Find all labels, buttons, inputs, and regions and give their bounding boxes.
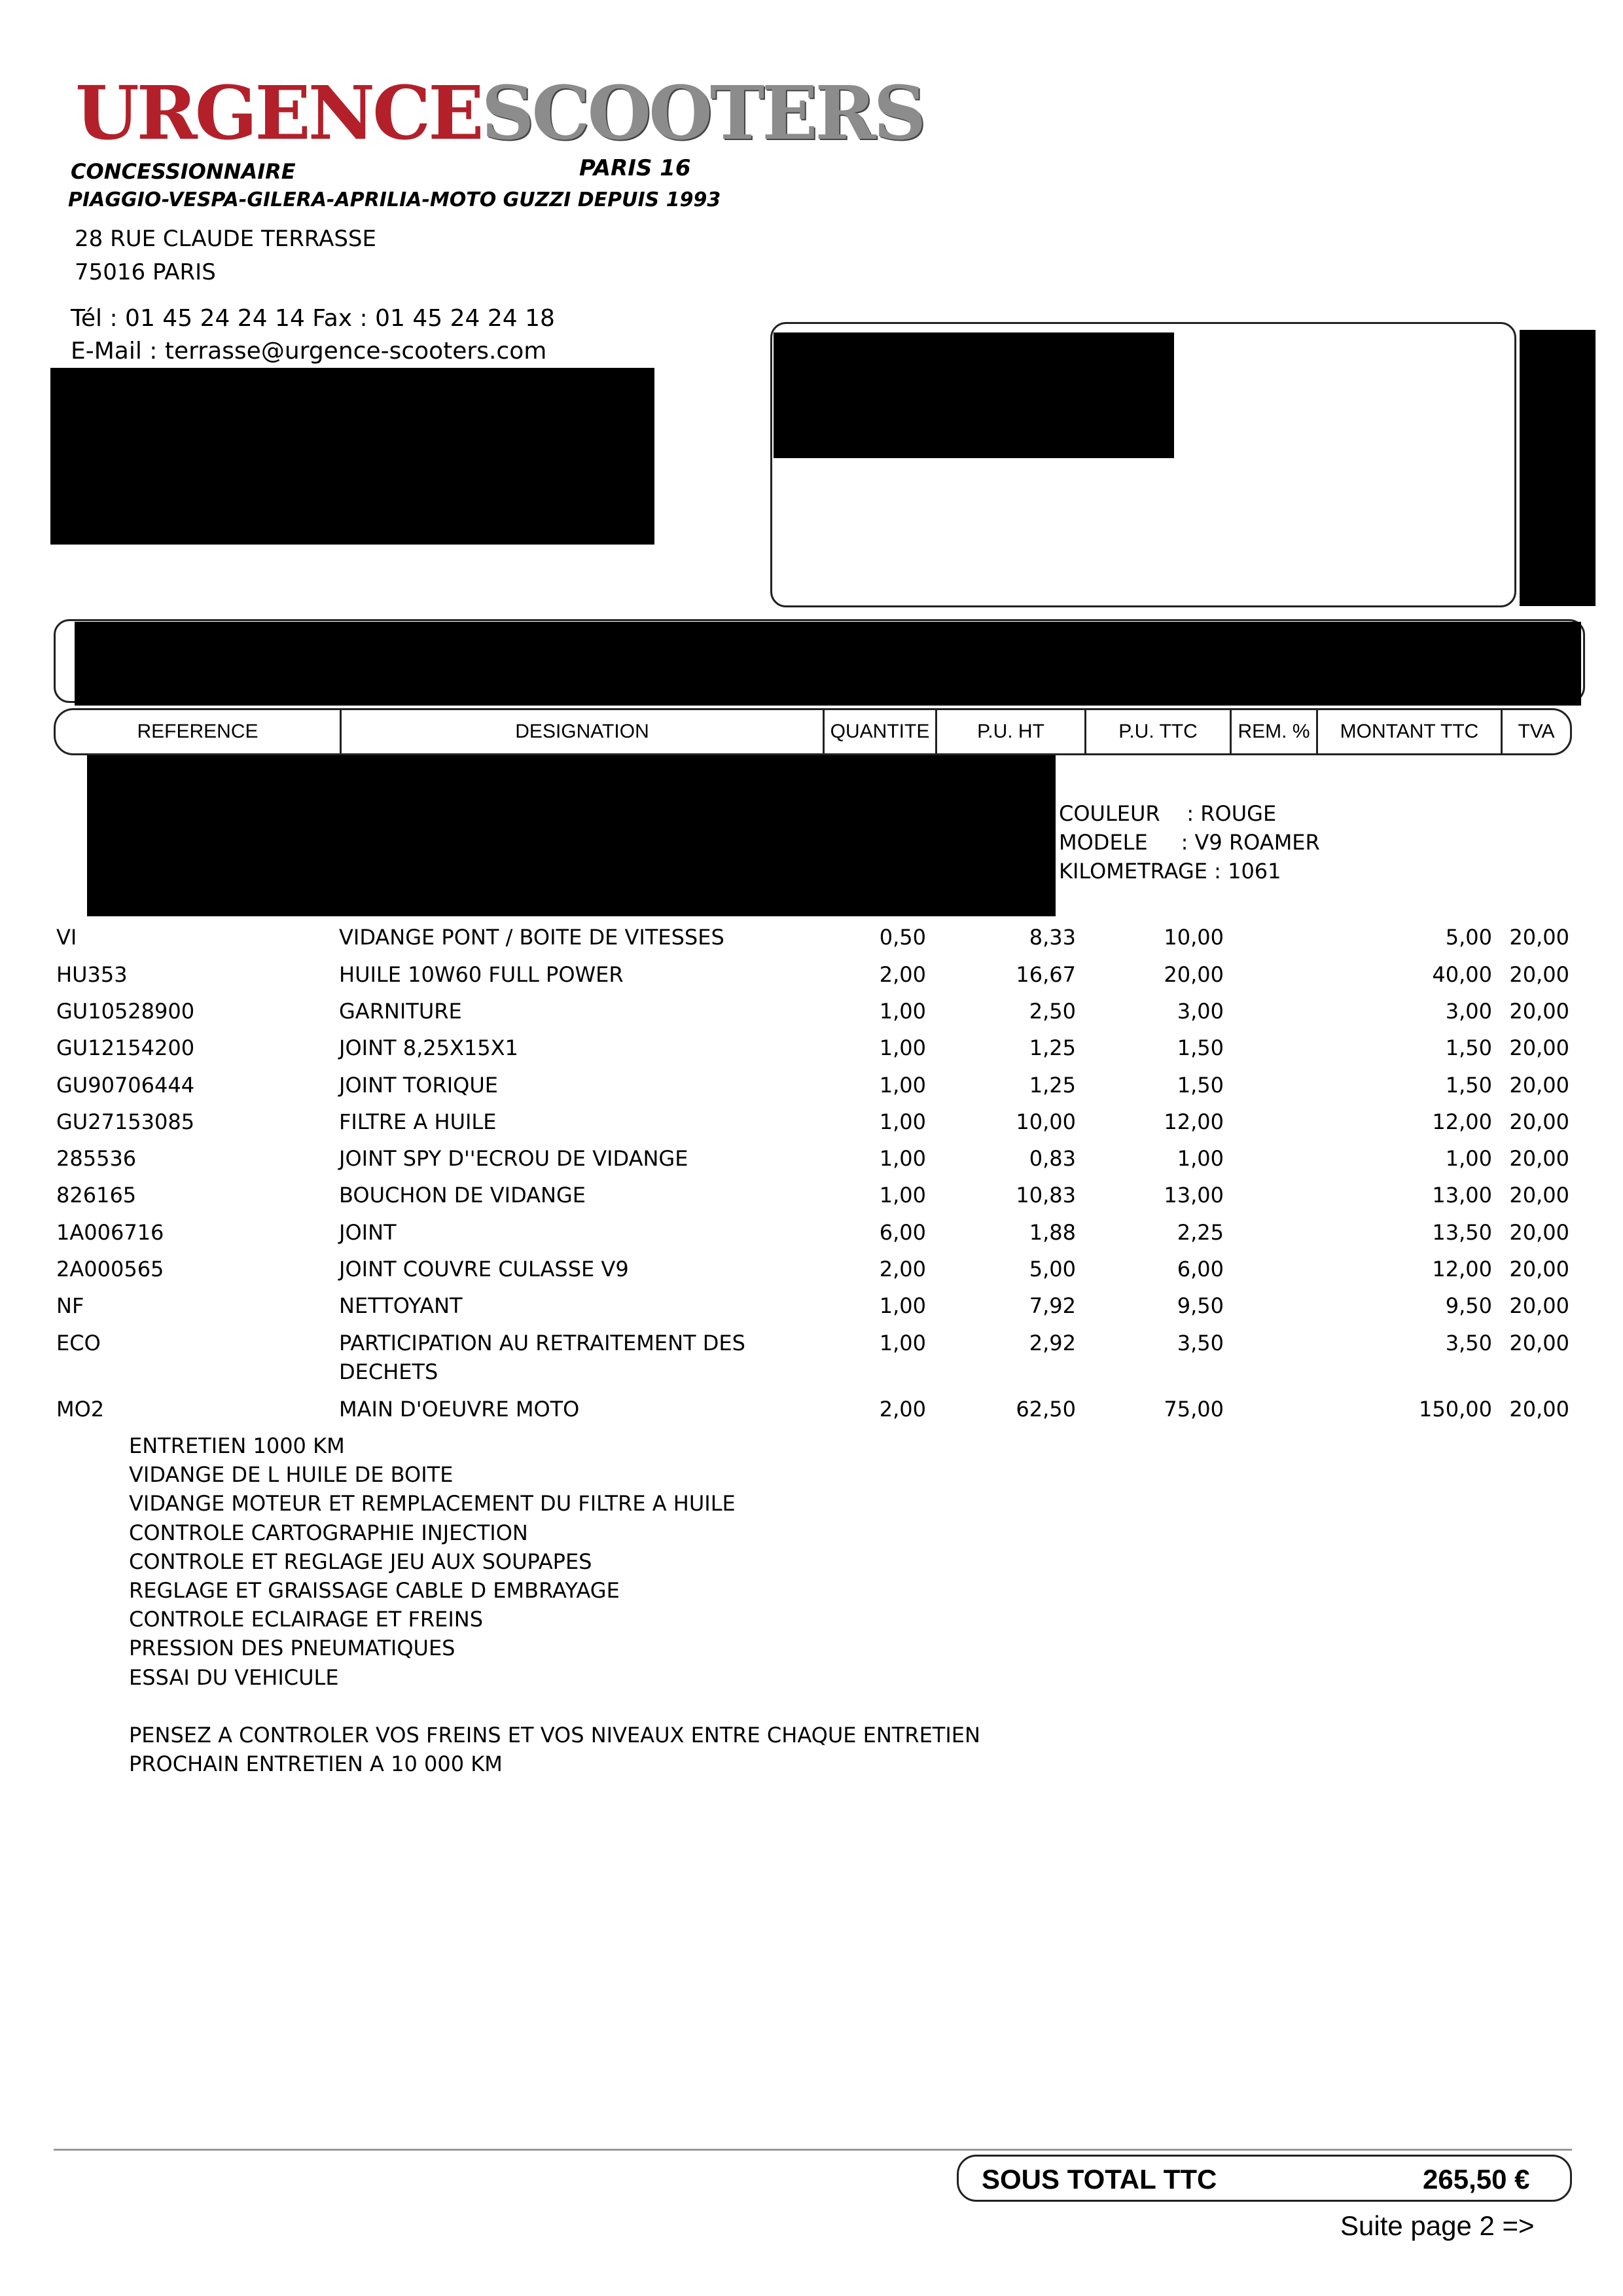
note-line: VIDANGE DE L HUILE DE BOITE: [129, 1462, 454, 1488]
cell-tva: 20,00: [1509, 1035, 1569, 1060]
cell-montant-ttc: 12,00: [1432, 1257, 1492, 1282]
cell-montant-ttc: 13,50: [1432, 1220, 1492, 1245]
cell-reference: 826165: [56, 1183, 137, 1208]
cell-pu-ttc: 9,50: [1177, 1293, 1224, 1318]
cell-tva: 20,00: [1509, 999, 1569, 1024]
cell-quantite: 1,00: [879, 1109, 926, 1134]
cell-tva: 20,00: [1509, 962, 1569, 987]
vehicle-mileage: KILOMETRAGE : 1061: [1059, 859, 1281, 884]
cell-quantite: 1,00: [879, 1073, 926, 1098]
note-line: ESSAI DU VEHICULE: [129, 1664, 339, 1690]
subtotal-label: SOUS TOTAL TTC: [982, 2164, 1217, 2195]
table-row: [0, 1183, 1623, 1219]
header-pu-ttc: P.U. TTC: [1086, 710, 1232, 753]
cell-pu-ht: 16,67: [1016, 962, 1076, 987]
vehicle-color: COULEUR : ROUGE: [1059, 801, 1277, 826]
cell-reference: NF: [56, 1293, 84, 1318]
cell-pu-ht: 62,50: [1016, 1397, 1076, 1422]
cell-quantite: 1,00: [879, 999, 926, 1024]
header-quantite: QUANTITE: [825, 710, 937, 753]
cell-pu-ht: 1,25: [1029, 1073, 1076, 1098]
cell-pu-ttc: 20,00: [1164, 962, 1224, 987]
cell-quantite: 1,00: [879, 1293, 926, 1318]
table-row: [0, 962, 1623, 999]
tagline: CONCESSIONNAIRE: [71, 159, 296, 184]
table-row: [0, 925, 1623, 961]
table-row: [0, 1220, 1623, 1257]
cell-pu-ht: 1,88: [1029, 1220, 1076, 1245]
cell-designation-continued: DECHETS: [339, 1359, 438, 1384]
subtotal-value: 265,50 €: [1423, 2164, 1530, 2195]
table-row: [0, 1109, 1623, 1146]
vehicle-model: MODELE : V9 ROAMER: [1059, 830, 1320, 855]
cell-tva: 20,00: [1509, 1397, 1569, 1422]
cell-reference: ECO: [56, 1331, 101, 1355]
next-page-note: Suite page 2 =>: [1340, 2210, 1535, 2241]
cell-tva: 20,00: [1509, 925, 1569, 950]
cell-quantite: 1,00: [879, 1146, 926, 1171]
header-designation: DESIGNATION: [342, 710, 825, 753]
cell-montant-ttc: 9,50: [1445, 1293, 1492, 1318]
cell-pu-ht: 10,83: [1016, 1183, 1076, 1208]
note-line: PROCHAIN ENTRETIEN A 10 000 KM: [129, 1751, 503, 1777]
cell-pu-ht: 10,00: [1016, 1109, 1076, 1134]
company-logo: [75, 71, 924, 156]
cell-pu-ht: 7,92: [1029, 1293, 1076, 1318]
note-line: PENSEZ A CONTROLER VOS FREINS ET VOS NIVEAUX ENTRE CHAQUE ENTRETIEN: [129, 1723, 980, 1748]
cell-reference: 285536: [56, 1146, 137, 1171]
cell-designation: MAIN D'OEUVRE MOTO: [339, 1397, 580, 1422]
table-row: [0, 999, 1623, 1035]
cell-montant-ttc: 1,00: [1445, 1146, 1492, 1171]
cell-pu-ttc: 1,50: [1177, 1073, 1224, 1098]
cell-pu-ht: 1,25: [1029, 1035, 1076, 1060]
cell-pu-ht: 0,83: [1029, 1146, 1076, 1171]
redacted-block: [75, 622, 1581, 706]
logo-part2: SCOOTERS: [481, 71, 924, 156]
cell-quantite: 6,00: [879, 1220, 926, 1245]
cell-pu-ttc: 2,25: [1177, 1220, 1224, 1245]
table-row: [0, 1035, 1623, 1072]
redacted-block: [50, 368, 654, 545]
cell-montant-ttc: 13,00: [1432, 1183, 1492, 1208]
cell-pu-ttc: 1,00: [1177, 1146, 1224, 1171]
logo-part1: URGENCE: [75, 71, 482, 156]
cell-montant-ttc: 3,50: [1445, 1331, 1492, 1355]
email: E-Mail : terrasse@urgence-scooters.com: [71, 338, 547, 365]
header-montant-ttc: MONTANT TTC: [1318, 710, 1503, 753]
cell-designation: GARNITURE: [339, 999, 462, 1024]
table-row: [0, 1257, 1623, 1293]
cell-montant-ttc: 40,00: [1432, 962, 1492, 987]
cell-reference: GU27153085: [56, 1109, 195, 1134]
table-row: [0, 1146, 1623, 1183]
cell-designation: BOUCHON DE VIDANGE: [339, 1183, 586, 1208]
address-line2: 75016 PARIS: [75, 259, 216, 285]
cell-reference: GU12154200: [56, 1035, 195, 1060]
cell-designation: HUILE 10W60 FULL POWER: [339, 962, 624, 987]
cell-montant-ttc: 3,00: [1445, 999, 1492, 1024]
cell-quantite: 1,00: [879, 1035, 926, 1060]
cell-pu-ht: 2,50: [1029, 999, 1076, 1024]
cell-reference: VI: [56, 925, 77, 950]
cell-pu-ht: 5,00: [1029, 1257, 1076, 1282]
cell-quantite: 1,00: [879, 1183, 926, 1208]
cell-designation: FILTRE A HUILE: [339, 1109, 497, 1134]
address-line1: 28 RUE CLAUDE TERRASSE: [75, 226, 376, 252]
cell-quantite: 1,00: [879, 1331, 926, 1355]
note-line: VIDANGE MOTEUR ET REMPLACEMENT DU FILTRE A HUILE: [129, 1491, 736, 1516]
cell-pu-ht: 2,92: [1029, 1331, 1076, 1355]
cell-montant-ttc: 1,50: [1445, 1035, 1492, 1060]
table-row: [0, 1073, 1623, 1109]
cell-pu-ttc: 75,00: [1164, 1397, 1224, 1422]
header-pu-ht: P.U. HT: [937, 710, 1086, 753]
cell-tva: 20,00: [1509, 1109, 1569, 1134]
cell-tva: 20,00: [1509, 1183, 1569, 1208]
cell-tva: 20,00: [1509, 1146, 1569, 1171]
cell-quantite: 0,50: [879, 925, 926, 950]
cell-pu-ttc: 3,00: [1177, 999, 1224, 1024]
cell-quantite: 2,00: [879, 1257, 926, 1282]
cell-designation: JOINT SPY D''ECROU DE VIDANGE: [339, 1146, 688, 1171]
cell-reference: 1A006716: [56, 1220, 164, 1245]
cell-tva: 20,00: [1509, 1220, 1569, 1245]
table-row: [0, 1397, 1623, 1433]
cell-pu-ttc: 3,50: [1177, 1331, 1224, 1355]
header-reference: REFERENCE: [56, 710, 342, 753]
redacted-block: [1520, 330, 1596, 606]
cell-tva: 20,00: [1509, 1257, 1569, 1282]
cell-montant-ttc: 150,00: [1419, 1397, 1492, 1422]
header-tva: TVA: [1518, 721, 1555, 742]
header-rem: REM. %: [1232, 710, 1318, 753]
cell-montant-ttc: 12,00: [1432, 1109, 1492, 1134]
city-tag: PARIS 16: [579, 155, 691, 181]
cell-designation: VIDANGE PONT / BOITE DE VITESSES: [339, 925, 724, 950]
cell-pu-ttc: 13,00: [1164, 1183, 1224, 1208]
note-line: CONTROLE ECLAIRAGE ET FREINS: [129, 1607, 484, 1632]
note-line: CONTROLE ET REGLAGE JEU AUX SOUPAPES: [129, 1549, 592, 1574]
cell-pu-ttc: 10,00: [1164, 925, 1224, 950]
redacted-block: [87, 755, 1056, 916]
cell-designation: JOINT: [339, 1220, 397, 1245]
cell-reference: MO2: [56, 1397, 105, 1422]
cell-quantite: 2,00: [879, 962, 926, 987]
cell-pu-ht: 8,33: [1029, 925, 1076, 950]
cell-pu-ttc: 6,00: [1177, 1257, 1224, 1282]
cell-designation: JOINT TORIQUE: [339, 1073, 498, 1098]
table-row: [0, 1293, 1623, 1330]
cell-tva: 20,00: [1509, 1073, 1569, 1098]
table-header: [54, 708, 1572, 755]
cell-designation: JOINT 8,25X15X1: [339, 1035, 518, 1060]
cell-reference: GU10528900: [56, 999, 195, 1024]
redacted-block: [774, 332, 1174, 458]
footer-divider: [54, 2149, 1572, 2151]
cell-reference: 2A000565: [56, 1257, 164, 1282]
cell-tva: 20,00: [1509, 1293, 1569, 1318]
cell-tva: 20,00: [1509, 1331, 1569, 1355]
note-line: CONTROLE CARTOGRAPHIE INJECTION: [129, 1520, 528, 1545]
table-row: [0, 1331, 1623, 1384]
cell-pu-ttc: 1,50: [1177, 1035, 1224, 1060]
cell-reference: GU90706444: [56, 1073, 195, 1098]
cell-montant-ttc: 5,00: [1445, 925, 1492, 950]
note-line: ENTRETIEN 1000 KM: [129, 1433, 345, 1458]
cell-designation: PARTICIPATION AU RETRAITEMENT DES: [339, 1331, 745, 1355]
phone-fax: Tél : 01 45 24 24 14 Fax : 01 45 24 24 18: [71, 305, 555, 332]
cell-pu-ttc: 12,00: [1164, 1109, 1224, 1134]
note-line: PRESSION DES PNEUMATIQUES: [129, 1636, 455, 1661]
cell-montant-ttc: 1,50: [1445, 1073, 1492, 1098]
cell-designation: NETTOYANT: [339, 1293, 463, 1318]
brands-line: PIAGGIO-VESPA-GILERA-APRILIA-MOTO GUZZI DEPUIS 1993: [68, 188, 721, 211]
cell-reference: HU353: [56, 962, 128, 987]
cell-quantite: 2,00: [879, 1397, 926, 1422]
cell-designation: JOINT COUVRE CULASSE V9: [339, 1257, 629, 1282]
note-line: REGLAGE ET GRAISSAGE CABLE D EMBRAYAGE: [129, 1578, 620, 1603]
